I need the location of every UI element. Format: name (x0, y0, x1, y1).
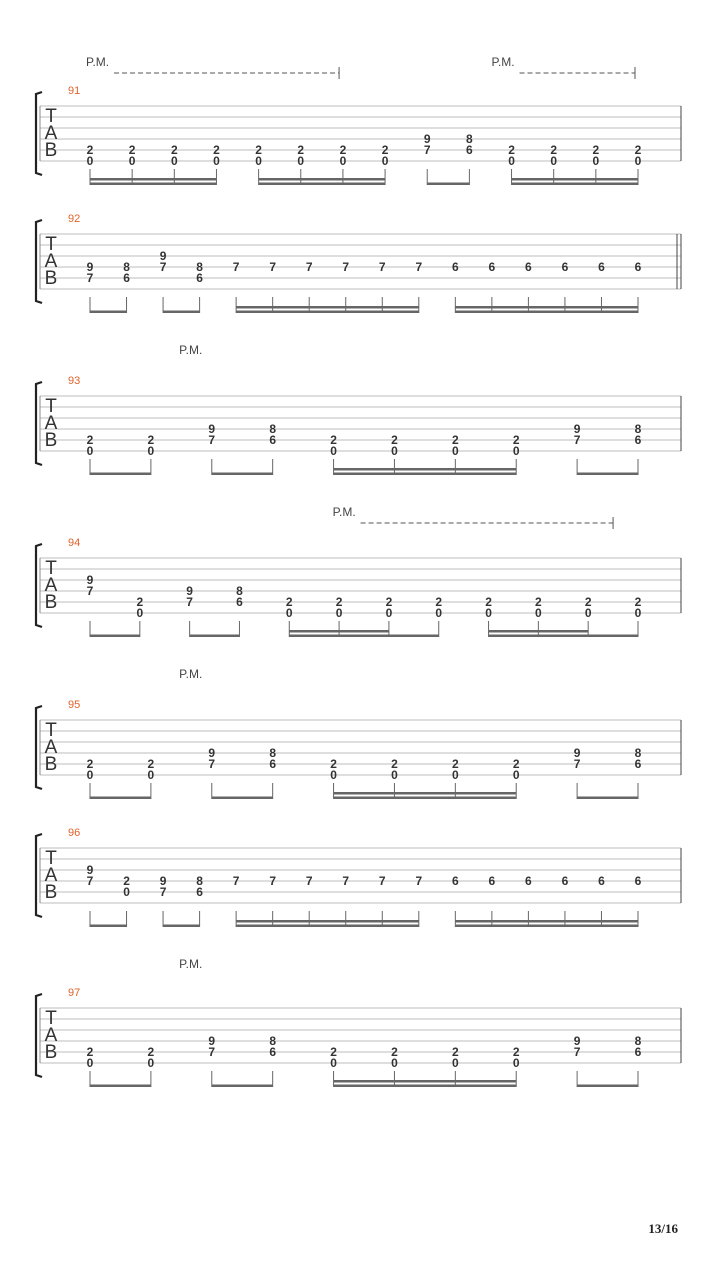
fret-number: 6 (488, 260, 496, 274)
fret-number: 2 (385, 595, 393, 609)
fret-number: 9 (208, 746, 216, 760)
beam-primary (90, 1085, 151, 1088)
fret-number: 6 (634, 757, 642, 771)
measure-number: 94 (68, 537, 81, 549)
fret-number: 0 (213, 154, 220, 168)
fret-number: 8 (196, 874, 203, 888)
fret-number: 7 (305, 874, 313, 888)
beam-primary (90, 473, 151, 476)
tab-clef-letter: A (44, 575, 58, 596)
fret-number: 9 (186, 584, 193, 598)
fret-number: 6 (451, 874, 459, 888)
fret-number: 0 (339, 154, 347, 168)
fret-number: 7 (208, 757, 216, 771)
fret-number: 6 (269, 433, 277, 447)
palm-mute-label: P.M. (332, 505, 356, 519)
fret-number: 0 (592, 154, 600, 168)
beam-primary (334, 473, 517, 476)
palm-mute-label: P.M. (179, 343, 203, 357)
palm-mute-label: P.M. (179, 667, 203, 681)
fret-number: 0 (86, 768, 94, 782)
beam-primary (90, 635, 140, 638)
fret-number: 2 (330, 1045, 337, 1059)
fret-number: 0 (385, 606, 393, 620)
fret-number: 9 (86, 573, 94, 587)
fret-number: 6 (123, 271, 130, 285)
tab-clef-letter: B (44, 1042, 58, 1063)
fret-number: 8 (634, 1034, 642, 1048)
fret-number: 0 (391, 444, 398, 458)
fret-number: 0 (508, 154, 515, 168)
beam-secondary (334, 468, 517, 471)
fret-number: 2 (512, 757, 520, 771)
beam-primary (212, 797, 273, 800)
beam-primary (90, 925, 127, 928)
fret-number: 2 (297, 143, 305, 157)
fret-number: 7 (186, 595, 193, 609)
tab-clef-letter: A (44, 123, 58, 144)
beam-secondary (455, 920, 638, 923)
fret-number: 2 (451, 757, 459, 771)
fret-number: 2 (485, 595, 492, 609)
fret-number: 8 (634, 746, 642, 760)
beam-primary (212, 1085, 273, 1088)
fret-number: 9 (423, 132, 431, 146)
fret-number: 9 (208, 422, 216, 436)
fret-number: 6 (634, 260, 642, 274)
fret-number: 7 (232, 260, 240, 274)
fret-number: 7 (159, 885, 167, 899)
fret-number: 8 (269, 1034, 277, 1048)
fret-number: 0 (550, 154, 558, 168)
measure-number: 96 (68, 827, 81, 839)
fret-number: 7 (423, 143, 431, 157)
fret-number: 7 (415, 260, 423, 274)
fret-number: 0 (330, 444, 337, 458)
fret-number: 2 (213, 143, 220, 157)
fret-number: 8 (269, 422, 277, 436)
fret-number: 6 (196, 271, 203, 285)
fret-number: 6 (634, 433, 642, 447)
fret-number: 8 (466, 132, 473, 146)
fret-number: 6 (561, 874, 569, 888)
system-bracket (36, 382, 42, 465)
fret-number: 2 (391, 757, 398, 771)
palm-mute-label: P.M. (179, 957, 203, 971)
fret-number: 2 (512, 1045, 520, 1059)
tab-clef-letter: A (44, 413, 58, 434)
beam-secondary (259, 178, 385, 181)
fret-number: 2 (550, 143, 558, 157)
fret-number: 0 (255, 154, 262, 168)
fret-number: 7 (232, 874, 240, 888)
fret-number: 6 (451, 260, 459, 274)
fret-number: 8 (269, 746, 277, 760)
tab-clef-letter: B (44, 592, 58, 613)
beam-secondary (512, 178, 638, 181)
fret-number: 2 (285, 595, 293, 609)
fret-number: 7 (86, 584, 94, 598)
fret-number: 2 (381, 143, 389, 157)
tab-clef-letter: T (45, 106, 57, 127)
fret-number: 6 (634, 874, 642, 888)
beam-secondary (236, 920, 419, 923)
fret-number: 6 (525, 874, 532, 888)
fret-number: 0 (330, 1056, 337, 1070)
fret-number: 0 (335, 606, 343, 620)
beam-secondary (236, 306, 419, 309)
beam-primary (577, 473, 638, 476)
fret-number: 2 (86, 143, 94, 157)
fret-number: 0 (147, 768, 155, 782)
tab-clef-letter: A (44, 865, 58, 886)
fret-number: 7 (342, 260, 350, 274)
fret-number: 6 (269, 757, 277, 771)
fret-number: 0 (584, 606, 592, 620)
fret-number: 2 (634, 143, 642, 157)
fret-number: 6 (269, 1045, 277, 1059)
fret-number: 7 (86, 874, 94, 888)
fret-number: 0 (86, 1056, 94, 1070)
tab-clef-letter: A (44, 737, 58, 758)
beam-primary (236, 925, 419, 928)
fret-number: 0 (391, 768, 398, 782)
fret-number: 2 (391, 433, 398, 447)
fret-number: 6 (466, 143, 473, 157)
system-bracket (36, 92, 42, 175)
system-bracket (36, 220, 42, 303)
fret-number: 9 (86, 863, 94, 877)
fret-number: 9 (159, 874, 167, 888)
fret-number: 9 (573, 422, 581, 436)
fret-number: 2 (330, 757, 337, 771)
fret-number: 2 (147, 433, 155, 447)
fret-number: 2 (86, 757, 94, 771)
beam-primary (334, 797, 517, 800)
tab-clef-letter: T (45, 1008, 57, 1029)
beam-primary (289, 635, 438, 638)
fret-number: 2 (330, 433, 337, 447)
measure-number: 97 (68, 987, 81, 999)
fret-number: 0 (123, 885, 130, 899)
beam-primary (455, 925, 638, 928)
fret-number: 9 (573, 746, 581, 760)
system-bracket (36, 706, 42, 789)
fret-number: 7 (269, 874, 277, 888)
fret-number: 0 (86, 154, 94, 168)
fret-number: 7 (269, 260, 277, 274)
fret-number: 0 (170, 154, 178, 168)
tab-clef-letter: T (45, 720, 57, 741)
beam-primary (212, 473, 273, 476)
fret-number: 2 (391, 1045, 398, 1059)
measure-number: 91 (68, 85, 81, 97)
system-bracket (36, 544, 42, 627)
fret-number: 6 (598, 874, 605, 888)
fret-number: 7 (159, 260, 167, 274)
fret-number: 2 (147, 757, 155, 771)
tab-clef-letter: B (44, 430, 58, 451)
fret-number: 2 (512, 433, 520, 447)
beam-primary (190, 635, 240, 638)
fret-number: 2 (86, 1045, 94, 1059)
fret-number: 7 (378, 874, 386, 888)
beam-primary (489, 635, 638, 638)
beam-primary (90, 311, 127, 314)
fret-number: 6 (561, 260, 569, 274)
fret-number: 0 (86, 444, 94, 458)
palm-mute-label: P.M. (86, 55, 110, 69)
beam-primary (163, 925, 200, 928)
beam-primary (512, 183, 638, 186)
system-bracket (36, 834, 42, 917)
fret-number: 2 (86, 433, 94, 447)
fret-number: 8 (123, 260, 130, 274)
fret-number: 0 (297, 154, 305, 168)
fret-number: 7 (415, 874, 423, 888)
tab-clef-letter: T (45, 234, 57, 255)
fret-number: 9 (86, 260, 94, 274)
fret-number: 7 (573, 1045, 581, 1059)
fret-number: 2 (339, 143, 347, 157)
beam-primary (577, 1085, 638, 1088)
fret-number: 7 (378, 260, 386, 274)
fret-number: 2 (128, 143, 136, 157)
fret-number: 2 (451, 1045, 459, 1059)
fret-number: 0 (147, 444, 155, 458)
fret-number: 0 (330, 768, 337, 782)
fret-number: 0 (485, 606, 492, 620)
fret-number: 0 (512, 444, 520, 458)
beam-primary (455, 311, 638, 314)
fret-number: 2 (451, 433, 459, 447)
tab-clef-letter: B (44, 140, 58, 161)
fret-number: 6 (236, 595, 243, 609)
beam-primary (163, 311, 200, 314)
fret-number: 2 (508, 143, 515, 157)
beam-primary (577, 797, 638, 800)
measure-number: 93 (68, 375, 81, 387)
system-bracket (36, 994, 42, 1077)
fret-number: 9 (159, 249, 167, 263)
fret-number: 7 (305, 260, 313, 274)
fret-number: 0 (512, 768, 520, 782)
beam-primary (236, 311, 419, 314)
measure-number: 92 (68, 213, 81, 225)
tab-clef-letter: B (44, 754, 58, 775)
palm-mute-label: P.M. (491, 55, 515, 69)
fret-number: 2 (435, 595, 443, 609)
tab-clef-letter: T (45, 558, 57, 579)
fret-number: 0 (512, 1056, 520, 1070)
beam-primary (90, 183, 216, 186)
beam-secondary (455, 306, 638, 309)
tab-clef-letter: T (45, 848, 57, 869)
fret-number: 0 (451, 768, 459, 782)
fret-number: 2 (535, 595, 542, 609)
fret-number: 0 (381, 154, 389, 168)
fret-number: 7 (208, 1045, 216, 1059)
fret-number: 0 (136, 606, 144, 620)
tab-clef-letter: T (45, 396, 57, 417)
fret-number: 0 (391, 1056, 398, 1070)
beam-secondary (289, 630, 389, 633)
beam-primary (427, 183, 469, 186)
fret-number: 8 (196, 260, 203, 274)
fret-number: 2 (584, 595, 592, 609)
fret-number: 7 (342, 874, 350, 888)
fret-number: 7 (86, 271, 94, 285)
fret-number: 2 (592, 143, 600, 157)
fret-number: 0 (634, 606, 642, 620)
beam-secondary (334, 1080, 517, 1083)
fret-number: 2 (170, 143, 178, 157)
fret-number: 2 (255, 143, 262, 157)
fret-number: 6 (488, 874, 496, 888)
tab-clef-letter: B (44, 268, 58, 289)
fret-number: 7 (208, 433, 216, 447)
fret-number: 0 (451, 1056, 459, 1070)
fret-number: 8 (236, 584, 243, 598)
fret-number: 6 (525, 260, 532, 274)
beam-primary (90, 797, 151, 800)
beam-secondary (489, 630, 589, 633)
fret-number: 0 (285, 606, 293, 620)
fret-number: 6 (196, 885, 203, 899)
beam-primary (334, 1085, 517, 1088)
beam-primary (259, 183, 385, 186)
fret-number: 2 (123, 874, 130, 888)
page-number: 13/16 (648, 1221, 678, 1236)
fret-number: 0 (147, 1056, 155, 1070)
fret-number: 2 (335, 595, 343, 609)
fret-number: 8 (634, 422, 642, 436)
fret-number: 0 (634, 154, 642, 168)
fret-number: 2 (634, 595, 642, 609)
fret-number: 0 (128, 154, 136, 168)
fret-number: 0 (535, 606, 542, 620)
fret-number: 9 (208, 1034, 216, 1048)
fret-number: 6 (598, 260, 605, 274)
tab-clef-letter: A (44, 1025, 58, 1046)
fret-number: 2 (147, 1045, 155, 1059)
fret-number: 6 (634, 1045, 642, 1059)
fret-number: 2 (136, 595, 144, 609)
fret-number: 0 (435, 606, 443, 620)
fret-number: 0 (451, 444, 459, 458)
tab-clef-letter: B (44, 882, 58, 903)
beam-secondary (334, 792, 517, 795)
fret-number: 9 (573, 1034, 581, 1048)
measure-number: 95 (68, 699, 81, 711)
tab-clef-letter: A (44, 251, 58, 272)
beam-secondary (90, 178, 216, 181)
fret-number: 7 (573, 757, 581, 771)
fret-number: 7 (573, 433, 581, 447)
